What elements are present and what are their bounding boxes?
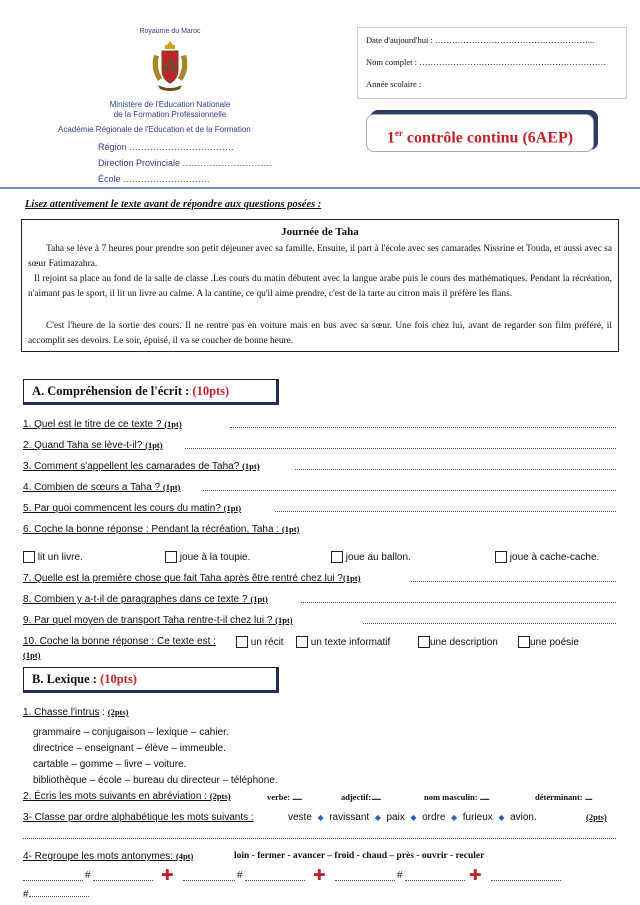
word: paix bbox=[386, 812, 405, 823]
checkbox[interactable] bbox=[418, 636, 430, 648]
q-text: . Quelle est la première chose que fait Taha après être rentré chez lui ? bbox=[28, 573, 343, 584]
q6-choice-4[interactable] bbox=[495, 551, 599, 563]
q-text: . Coche la bonne réponse : Pendant la récréation, Taha : bbox=[28, 524, 282, 535]
antonym-word-list: loin - fermer - avancer – froid - chaud – près - ouvrir - reculer bbox=[234, 851, 485, 861]
checkbox[interactable] bbox=[236, 636, 248, 648]
reading-text-box bbox=[21, 219, 619, 352]
question-3[interactable] bbox=[23, 461, 616, 472]
q-num: 2 bbox=[23, 791, 29, 802]
q-text: . Chasse l'intrus bbox=[28, 707, 100, 718]
q6-choice-3[interactable] bbox=[331, 551, 411, 563]
question-7[interactable] bbox=[23, 573, 616, 584]
q3-points bbox=[586, 812, 607, 823]
direction-dots: .............................. bbox=[182, 158, 273, 168]
section-a-title: A. Compréhension de l'écrit : bbox=[32, 384, 193, 398]
checkbox[interactable] bbox=[331, 551, 343, 563]
question-5[interactable] bbox=[23, 503, 616, 514]
paragraph-3: C'est l'heure de la sortie des cours. Il ne rentre pas en voiture mais en bus avec sa sœur. Une fois chez lui, avant de regarder son film préféré, il accomplit ses devoirs. Le soir, épuisé, il va se coucher de bonne heure. bbox=[28, 321, 612, 346]
choice-label: une description bbox=[430, 637, 498, 648]
word: furieux bbox=[462, 812, 493, 823]
question-4[interactable] bbox=[23, 482, 616, 493]
intrus-line-4[interactable]: bibliothèque – école – bureau du directeur – téléphone. bbox=[33, 775, 278, 786]
q-points: (1pt) bbox=[343, 573, 361, 583]
abbr-nom-masculin[interactable]: nom masculin: ........ bbox=[424, 792, 489, 802]
q-points: (1pt) bbox=[250, 594, 268, 604]
q-num: 7 bbox=[23, 573, 29, 584]
q-text: . Comment s'appellent les camarades de Taha? bbox=[28, 461, 243, 472]
hash-sign: # bbox=[85, 870, 91, 881]
question-8[interactable] bbox=[23, 594, 616, 605]
question-6 bbox=[23, 524, 616, 535]
last-answer-row[interactable] bbox=[23, 889, 103, 900]
text-title: Journée de Taha bbox=[281, 226, 359, 238]
region-field[interactable] bbox=[98, 142, 234, 152]
choice-label: joue à cache-cache. bbox=[509, 552, 600, 563]
abbr-label: nom masculin: bbox=[424, 792, 478, 802]
checkbox[interactable] bbox=[296, 636, 308, 648]
q-num: 4 bbox=[23, 851, 29, 862]
q-num: 10 bbox=[23, 636, 35, 647]
word: avion. bbox=[510, 812, 537, 823]
word: ordre bbox=[422, 812, 446, 823]
abbr-verbe[interactable]: verbe: ........ bbox=[267, 792, 302, 802]
section-a-header bbox=[23, 379, 279, 405]
question-2[interactable] bbox=[23, 440, 616, 451]
q-text: . Par quel moyen de transport Taha rentre-t-il chez lui ? bbox=[28, 615, 276, 626]
answer-line[interactable] bbox=[275, 510, 616, 512]
answer-line[interactable] bbox=[230, 426, 616, 428]
instruction: Lisez attentivement le texte avant de répondre aux questions posées : bbox=[25, 199, 322, 210]
q-text: - Classe par ordre alphabétique les mots suivants : bbox=[28, 812, 254, 823]
kingdom-label: Royaume du Maroc bbox=[139, 28, 201, 35]
q-text: . Quand Taha se lève-t-il? bbox=[28, 440, 146, 451]
academy-label: Académie Régionale de l'Education et de la Formation bbox=[58, 125, 251, 134]
exam-number: 1 bbox=[386, 129, 395, 147]
q-points: (1pt) bbox=[223, 503, 242, 513]
q-points: (1pt) bbox=[242, 461, 260, 471]
exam-ordinal: er bbox=[394, 128, 403, 138]
diamond-bullet-icon: ◆ bbox=[317, 813, 324, 822]
answer-line[interactable] bbox=[29, 896, 89, 897]
hash-sign: # bbox=[397, 870, 403, 881]
moroccan-coat-of-arms-icon bbox=[148, 39, 192, 93]
answer-line[interactable] bbox=[363, 622, 616, 624]
date-field[interactable]: Date d'aujourd'hui : ………………………………………………... bbox=[366, 35, 595, 45]
ministry-line-1: Ministère de l'Education Nationale bbox=[109, 100, 231, 109]
q6-choice-2[interactable] bbox=[165, 551, 250, 563]
q-points: (2pts) bbox=[586, 812, 607, 822]
direction-field[interactable] bbox=[98, 158, 273, 168]
red-cross-icon: ✚ bbox=[469, 868, 482, 884]
q-points: (4pt) bbox=[175, 851, 194, 861]
choice-label: un récit bbox=[250, 637, 284, 648]
q-points: (1pt) bbox=[275, 615, 293, 625]
exam-title bbox=[366, 114, 594, 152]
answer-line[interactable] bbox=[301, 601, 616, 603]
intrus-line-3[interactable]: cartable – gomme – livre – voiture. bbox=[33, 759, 187, 770]
question-10-points bbox=[23, 650, 616, 661]
abbr-label: adjectif: bbox=[341, 792, 372, 802]
q-num: 1 bbox=[23, 707, 29, 718]
q-text: . Combien y a-t-il de paragraphes dans ce texte ? bbox=[28, 594, 251, 605]
q-text: . Quel est le titre de ce texte ? bbox=[28, 419, 165, 430]
answer-line[interactable] bbox=[93, 880, 153, 881]
header-divider bbox=[0, 187, 640, 189]
diamond-bullet-icon: ◆ bbox=[451, 813, 458, 822]
answer-line[interactable] bbox=[23, 880, 83, 881]
paragraph-1: Taha se lève à 7 heures pour prendre son petit déjeuner avec sa famille. Ensuite, il part à l'école avec ses camarades Nissrine et Touda, et aussi avec sa sœur Fatimazahra. bbox=[28, 244, 612, 269]
checkbox[interactable] bbox=[165, 551, 177, 563]
question-9[interactable] bbox=[23, 615, 616, 626]
q-num: 3 bbox=[23, 812, 29, 823]
choice-label: un texte informatif bbox=[310, 637, 391, 648]
q-num: 8 bbox=[23, 594, 29, 605]
exam-name: contrôle continu (6AEP) bbox=[402, 129, 574, 147]
q-points: (1pt) bbox=[164, 419, 182, 429]
intrus-line-1[interactable]: grammaire – conjugaison – lexique – cahier. bbox=[33, 727, 229, 738]
answer-line[interactable] bbox=[405, 880, 465, 881]
abbr-label: déterminant: bbox=[535, 792, 583, 802]
alpha-word-list bbox=[288, 812, 537, 823]
hash-sign: # bbox=[23, 889, 29, 900]
answer-line[interactable] bbox=[295, 468, 616, 470]
answer-line[interactable] bbox=[411, 580, 616, 582]
q-text: - Regroupe les mots antonymes: bbox=[28, 851, 176, 862]
q-points: (1pt) bbox=[23, 650, 41, 660]
choice-label: une poésie bbox=[530, 637, 579, 648]
q-sep: : bbox=[99, 707, 108, 718]
abbr-adjectif[interactable]: adjectif:........ bbox=[341, 792, 381, 802]
answer-line[interactable] bbox=[23, 838, 616, 839]
ecole-label: École bbox=[98, 174, 121, 184]
abbr-determinant[interactable]: déterminant: ...... bbox=[535, 792, 592, 802]
q-points: (1pt) bbox=[162, 482, 181, 492]
choice-label: joue à la toupie. bbox=[179, 552, 251, 563]
abbr-label: verbe: bbox=[267, 792, 291, 802]
name-field[interactable]: Nom complet : ………………………………………………………… bbox=[366, 57, 607, 67]
q-num: 6 bbox=[23, 524, 29, 535]
choice-label: joue au ballon. bbox=[345, 552, 411, 563]
q-text: . Écris les mots suivants en abréviation : bbox=[28, 791, 210, 802]
student-info-box bbox=[357, 27, 627, 99]
year-field[interactable]: Année scolaire : bbox=[366, 79, 422, 89]
ecole-dots: ............................. bbox=[123, 174, 211, 184]
q10-choice-1[interactable] bbox=[236, 636, 284, 648]
q10-choice-2[interactable] bbox=[296, 636, 390, 648]
checkbox[interactable] bbox=[23, 551, 35, 563]
region-dots: ................................... bbox=[129, 142, 235, 152]
q-points: (1pt) bbox=[281, 524, 300, 534]
checkbox[interactable] bbox=[518, 636, 530, 648]
q10-choice-3[interactable] bbox=[418, 636, 498, 648]
red-cross-icon: ✚ bbox=[313, 868, 326, 884]
ministry-line-2: de la Formation Professionnelle bbox=[113, 110, 227, 119]
q-num: 1 bbox=[23, 419, 29, 430]
q-text: . Combien de sœurs a Taha ? bbox=[28, 482, 163, 493]
direction-label: Direction Provinciale bbox=[98, 158, 181, 168]
q-num: 4 bbox=[23, 482, 29, 493]
paragraph-2: Il rejoint sa place au fond de la salle de classe .Les cours du matin débutent avec la langue arabe puis le cours des mathématiques. Pendant la récréation, n'aimant pas le sport, il lit un livre au calme. A la cantine, ce qu'il aime prendre, c'est de la tarte au citron mais il préfère les flans. bbox=[28, 274, 612, 299]
diamond-bullet-icon: ◆ bbox=[498, 813, 505, 822]
q-num: 2 bbox=[23, 440, 29, 451]
checkbox[interactable] bbox=[495, 551, 507, 563]
diamond-bullet-icon: ◆ bbox=[374, 813, 381, 822]
q-points: (1pt) bbox=[145, 440, 163, 450]
answer-line[interactable] bbox=[203, 489, 616, 491]
hash-sign: # bbox=[237, 870, 243, 881]
section-a-points: (10pts) bbox=[192, 384, 230, 398]
section-b-title: B. Lexique : bbox=[32, 672, 101, 686]
answer-line[interactable] bbox=[245, 880, 305, 881]
intrus-line-2[interactable]: directrice – enseignant – élève – immeuble. bbox=[33, 743, 226, 754]
lexique-q2 bbox=[23, 791, 616, 802]
word: ravissant bbox=[329, 812, 370, 823]
lexique-q1 bbox=[23, 707, 616, 718]
q-points: (2pts) bbox=[107, 707, 129, 717]
section-b-header bbox=[23, 667, 279, 693]
antonym-pairs-row bbox=[23, 866, 616, 890]
red-cross-icon: ✚ bbox=[161, 868, 174, 884]
q10-choice-4[interactable] bbox=[518, 636, 579, 648]
word: veste bbox=[288, 812, 312, 823]
q-text: . Coche la bonne réponse : Ce texte est : bbox=[34, 636, 216, 647]
ecole-field[interactable] bbox=[98, 174, 210, 184]
question-1[interactable] bbox=[23, 419, 616, 430]
q6-choice-1[interactable] bbox=[23, 551, 83, 563]
q-points: (2pts) bbox=[209, 791, 231, 801]
choice-label: lit un livre. bbox=[37, 552, 83, 563]
q-text: . Par quoi commencent les cours du matin? bbox=[28, 503, 224, 514]
q-num: 5 bbox=[23, 503, 29, 514]
q-num: 9 bbox=[23, 615, 29, 626]
answer-line[interactable] bbox=[491, 880, 561, 881]
answer-line[interactable] bbox=[185, 447, 616, 449]
ministry-header bbox=[40, 28, 300, 120]
diamond-bullet-icon: ◆ bbox=[410, 813, 417, 822]
answer-line[interactable] bbox=[335, 880, 395, 881]
q-num: 3 bbox=[23, 461, 29, 472]
answer-line[interactable] bbox=[183, 880, 235, 881]
section-b-points: (10pts) bbox=[100, 672, 137, 686]
region-label: Région bbox=[98, 142, 127, 152]
